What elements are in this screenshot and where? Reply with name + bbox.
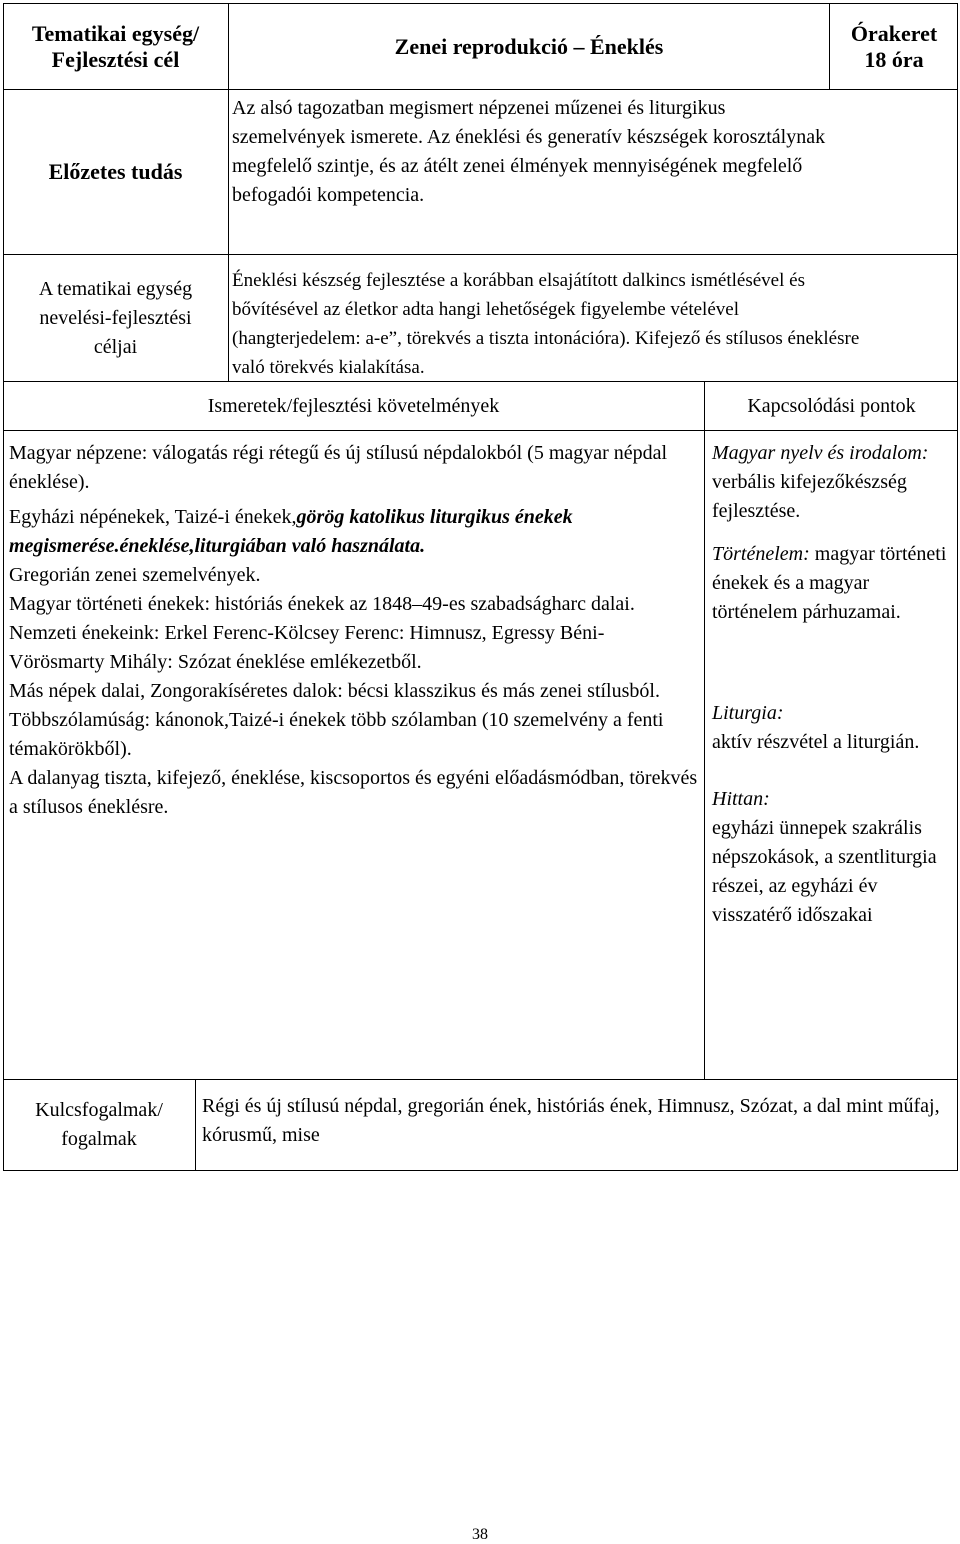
- connection-religion: [712, 785, 956, 930]
- requirement-church-songs-text: Egyházi népénekek, Taizé-i énekek,: [9, 506, 297, 528]
- requirement-church-songs: [9, 503, 699, 561]
- header-hours-label: Órakeret: [850, 20, 938, 46]
- connection-literature-subject: Magyar nyelv és irodalom:: [712, 442, 929, 464]
- prior-knowledge-text: Az alsó tagozatban megismert népzenei műzenei és liturgikus szemelvények ismerete. Az éneklési és generatív készségek korosztálynak megfelelő szintje, és az átélt zenei élmények mennyiségének megfelelő befogadói kompetencia.: [232, 97, 826, 206]
- connection-history-subject: Történelem:: [712, 543, 810, 565]
- requirement-gregorian: Gregorián zenei szemelvények.: [9, 564, 261, 586]
- key-concepts-text: Régi és új stílusú népdal, gregorián ének, históriás ének, Himnusz, Szózat, a dal mint műfaj, kórusmű, mise: [202, 1095, 940, 1146]
- requirement-other-nations: Más népek dalai, Zongorakíséretes dalok: bécsi klasszikus és más zenei stílusból.: [9, 680, 660, 702]
- header-topic-line2: Fejlesztési cél: [51, 46, 180, 72]
- connections-list: [712, 439, 956, 930]
- connection-literature-text: verbális kifejezőkészség fejlesztése.: [712, 471, 907, 522]
- requirement-historical-songs: Magyar történeti énekek: históriás énekek az 1848–49-es szabadságharc dalai.: [9, 593, 635, 615]
- goals-text-cell: [232, 266, 872, 382]
- prior-knowledge-text-cell: [232, 94, 832, 210]
- connection-literature: [712, 439, 956, 526]
- requirements-content-divider: [704, 430, 705, 1080]
- key-concepts-label-cell: [3, 1079, 195, 1171]
- connection-liturgy-text: aktív részvétel a liturgián.: [712, 731, 920, 753]
- goals-label-line1: A tematikai egység: [38, 277, 193, 300]
- header-topic-line1: Tematikai egység/: [31, 20, 200, 46]
- header-title: Zenei reprodukció – Éneklés: [394, 33, 664, 59]
- requirement-performance: A dalanyag tiszta, kifejező, éneklése, kiscsoportos és egyéni előadásmódban, törekvés a stílusos éneklésre.: [9, 767, 698, 818]
- page-number: 38: [472, 1526, 488, 1543]
- requirement-polyphony: Többszólamúság: kánonok,Taizé-i énekek több szólamban (10 szemelvény a fenti témakörökből).: [9, 709, 664, 760]
- connection-history-text: magyar történeti énekek és a magyar történelem párhuzamai.: [712, 543, 947, 623]
- goals-label-line2: nevelési-fejlesztési: [39, 306, 192, 329]
- requirement-folk-music: Magyar népzene: válogatás régi rétegű és új stílusú népdalokból (5 magyar népdal éneklése).: [9, 442, 668, 493]
- prior-knowledge-label-cell: [3, 89, 228, 255]
- connections-header: Kapcsolódási pontok: [747, 394, 916, 417]
- header-topic-cell: [3, 3, 228, 90]
- requirements-list: [9, 439, 699, 822]
- goals-label-cell: [3, 254, 228, 382]
- connection-liturgy-subject: Liturgia:: [712, 702, 784, 724]
- connection-history: [712, 540, 956, 627]
- goals-text: Éneklési készség fejlesztése a korábban elsajátított dalkincs ismétlésével és bővítésével az életkor adta hangi lehetőségek figyelembe vételével (hangterjedelem: a-e”, törekvés a tiszta intonációra). Kifejező és stílusos éneklésre való törekvés kialakítása.: [232, 270, 860, 378]
- key-concepts-label-line1: Kulcsfogalmak/: [35, 1099, 163, 1121]
- requirement-national-anthems: Nemzeti énekeink: Erkel Ferenc-Kölcsey Ferenc: Himnusz, Egressy Béni-Vörösmarty Mihály: Szózat éneklése emlékezetből.: [9, 622, 605, 673]
- goals-divider: [228, 254, 229, 382]
- connection-religion-text: egyházi ünnepek szakrális népszokások, a szentliturgia részei, az egyházi év visszatérő időszakai: [712, 817, 937, 926]
- prior-knowledge-divider: [228, 89, 229, 255]
- goals-label-line3: céljai: [93, 335, 138, 358]
- key-concepts-label-line2: fogalmak: [61, 1128, 137, 1150]
- connection-religion-subject: Hittan:: [712, 788, 770, 810]
- requirement-church-songs-emphasis: görög katolikus liturgikus énekek megismerése.éneklése,liturgiában való használata.: [9, 506, 573, 557]
- header-hours-cell: [830, 3, 958, 90]
- requirements-header: Ismeretek/fejlesztési követelmények: [207, 394, 500, 417]
- prior-knowledge-label: Előzetes tudás: [48, 159, 183, 184]
- requirements-header-cell: [3, 381, 704, 431]
- header-hours-value: 18 óra: [864, 46, 924, 72]
- header-title-cell: [229, 3, 829, 90]
- key-concepts-divider: [195, 1079, 196, 1171]
- key-concepts-text-cell: [202, 1092, 956, 1150]
- connection-liturgy: [712, 699, 956, 757]
- connections-header-cell: [705, 381, 958, 431]
